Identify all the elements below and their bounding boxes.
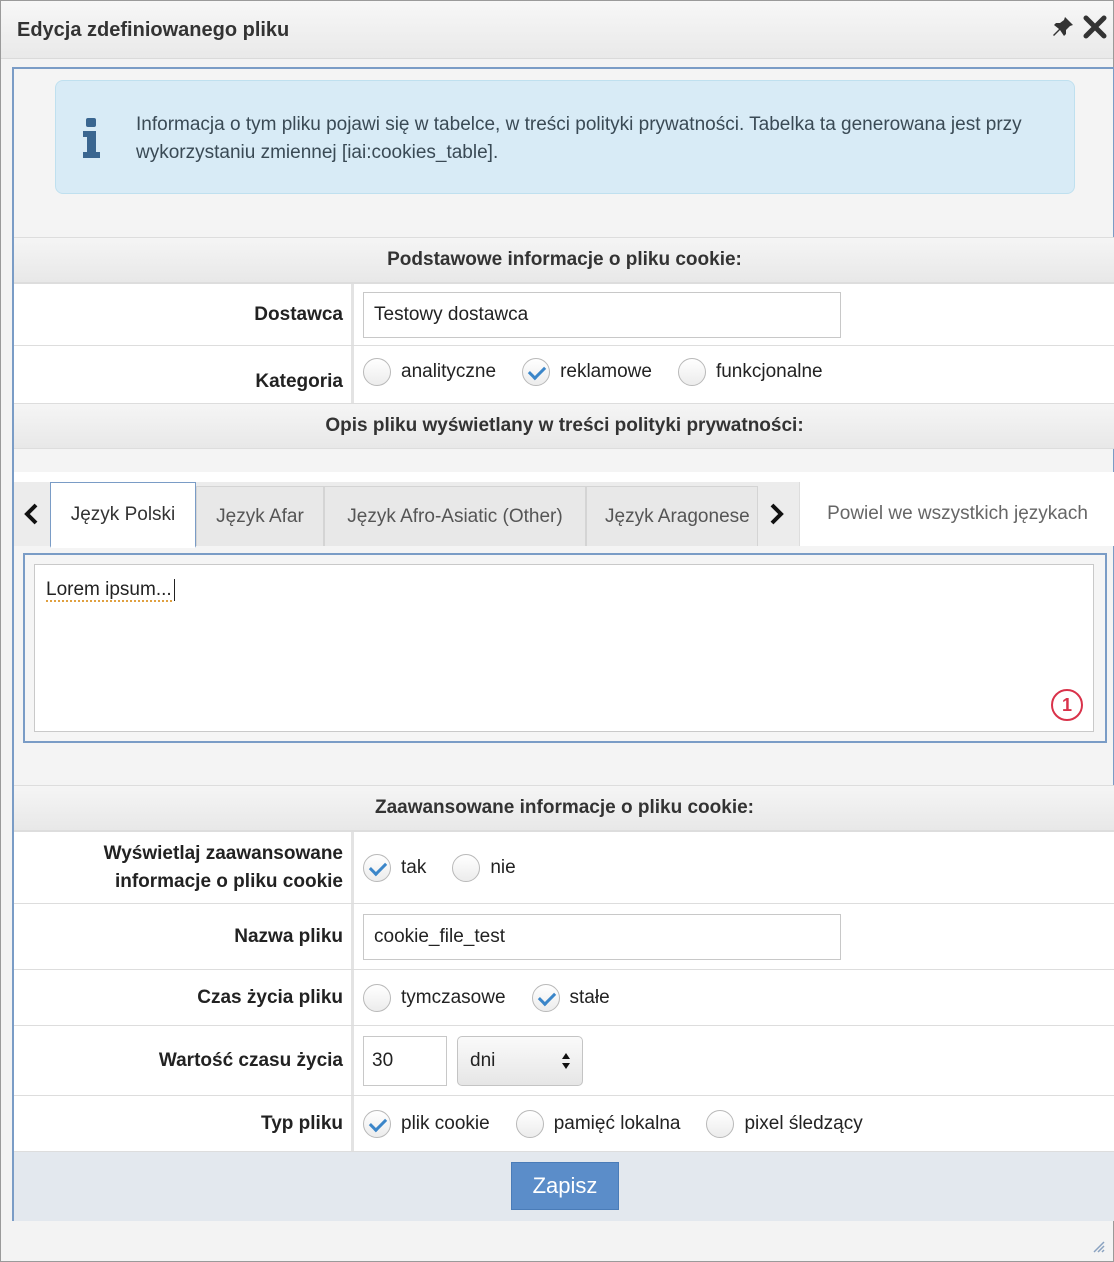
lifetime-option-temporary[interactable] [363, 984, 506, 1012]
radio-label: reklamowe [560, 360, 652, 382]
provider-input[interactable]: Testowy dostawca [363, 292, 841, 338]
copy-to-all-languages-button[interactable]: Powiel we wszystkich językach [799, 482, 1114, 546]
lifetime-option-permanent[interactable] [532, 984, 610, 1012]
radio-label: funkcjonalne [715, 360, 823, 382]
type-label: Typ pliku [14, 1096, 354, 1151]
radio-circle[interactable] [706, 1110, 734, 1138]
show-advanced-row [14, 831, 1114, 903]
show-advanced-yes[interactable] [363, 854, 426, 882]
radio-label: pixel śledzący [744, 1112, 863, 1134]
basic-section-header: Podstawowe informacje o pliku cookie: [14, 237, 1114, 283]
lifetime-value-row [14, 1025, 1114, 1095]
radio-label: tak [401, 856, 427, 878]
lifetime-label: Czas życia pliku [14, 970, 354, 1025]
provider-row [14, 283, 1114, 345]
tab-language-afar[interactable]: Język Afar [196, 486, 324, 546]
save-button[interactable]: Zapisz [511, 1162, 619, 1210]
tab-language-aragonese[interactable]: Język Aragonese [586, 486, 758, 546]
language-tabs [14, 482, 1114, 546]
type-row [14, 1095, 1114, 1151]
info-text: Informacja o tym pliku pojawi się w tabelce, w treści polityki prywatności. Tabelka ta generowana jest przy wykorzystaniu zmiennej [iai:cookies_table]. [136, 114, 1022, 163]
radio-circle[interactable] [363, 358, 391, 386]
language-tabs-area [14, 472, 1114, 546]
lifetime-value-label: Wartość czasu życia [14, 1026, 354, 1095]
type-option-tracking-pixel[interactable] [706, 1110, 862, 1138]
radio-circle[interactable] [452, 854, 480, 882]
dialog-content [12, 67, 1114, 1221]
description-editor[interactable] [34, 564, 1094, 732]
category-label: Kategoria [14, 346, 354, 403]
type-option-cookie[interactable] [363, 1110, 490, 1138]
radio-label: plik cookie [401, 1112, 490, 1134]
tab-language-afro-asiatic[interactable]: Język Afro-Asiatic (Other) [324, 486, 586, 546]
radio-circle[interactable] [363, 984, 391, 1012]
close-icon[interactable] [1081, 13, 1109, 41]
pin-icon[interactable] [1051, 15, 1075, 39]
lifetime-row [14, 969, 1114, 1025]
radio-label: nie [490, 856, 516, 878]
radio-label: pamięć lokalna [553, 1112, 681, 1134]
provider-value-cell [357, 284, 1114, 345]
radio-circle-checked[interactable] [532, 984, 560, 1012]
text-caret [174, 579, 175, 601]
radio-label: stałe [569, 986, 610, 1008]
category-options [357, 346, 1114, 403]
tab-language-polish[interactable]: Język Polski [50, 482, 196, 548]
category-option-advertising[interactable] [522, 358, 652, 386]
filename-value-cell [357, 904, 1114, 969]
lifetime-unit-select[interactable] [457, 1036, 583, 1086]
lifetime-options [357, 970, 1114, 1025]
info-icon [81, 116, 103, 160]
select-arrows-icon [560, 1050, 572, 1072]
dialog-title: Edycja zdefiniowanego pliku [17, 19, 290, 41]
type-option-local-storage[interactable] [516, 1110, 681, 1138]
provider-label: Dostawca [14, 284, 354, 345]
radio-circle-checked[interactable] [363, 1110, 391, 1138]
chevron-left-icon[interactable] [22, 502, 42, 526]
show-advanced-no[interactable] [452, 854, 515, 882]
category-option-analytic[interactable] [363, 358, 496, 386]
form-footer [14, 1151, 1114, 1221]
advanced-section-header: Zaawansowane informacje o pliku cookie: [14, 785, 1114, 831]
editor-text: Lorem ipsum... [46, 579, 172, 601]
radio-circle-checked[interactable] [522, 358, 550, 386]
lifetime-unit-value: dni [470, 1049, 496, 1071]
radio-label: analityczne [401, 360, 497, 382]
show-advanced-options [357, 832, 1114, 903]
filename-row [14, 903, 1114, 969]
resize-grip-icon[interactable] [1091, 1239, 1105, 1253]
category-option-functional[interactable] [678, 358, 823, 386]
lifetime-value-input[interactable]: 30 [363, 1036, 447, 1086]
editor-container [23, 553, 1107, 743]
radio-circle[interactable] [678, 358, 706, 386]
radio-label: tymczasowe [401, 986, 506, 1008]
category-row [14, 345, 1114, 403]
info-box [55, 80, 1075, 194]
filename-input[interactable]: cookie_file_test [363, 914, 841, 960]
error-count-badge[interactable]: 1 [1051, 689, 1083, 721]
type-options [357, 1096, 1114, 1151]
chevron-right-icon[interactable] [766, 502, 786, 526]
radio-circle-checked[interactable] [363, 854, 391, 882]
radio-circle[interactable] [516, 1110, 544, 1138]
description-section-header: Opis pliku wyświetlany w treści polityki prywatności: [14, 403, 1114, 449]
titlebar[interactable] [1, 1, 1113, 59]
filename-label: Nazwa pliku [14, 904, 354, 969]
show-advanced-label: Wyświetlaj zaawansowane informacje o pliku cookie [14, 832, 354, 903]
lifetime-value-cell [357, 1026, 1114, 1095]
